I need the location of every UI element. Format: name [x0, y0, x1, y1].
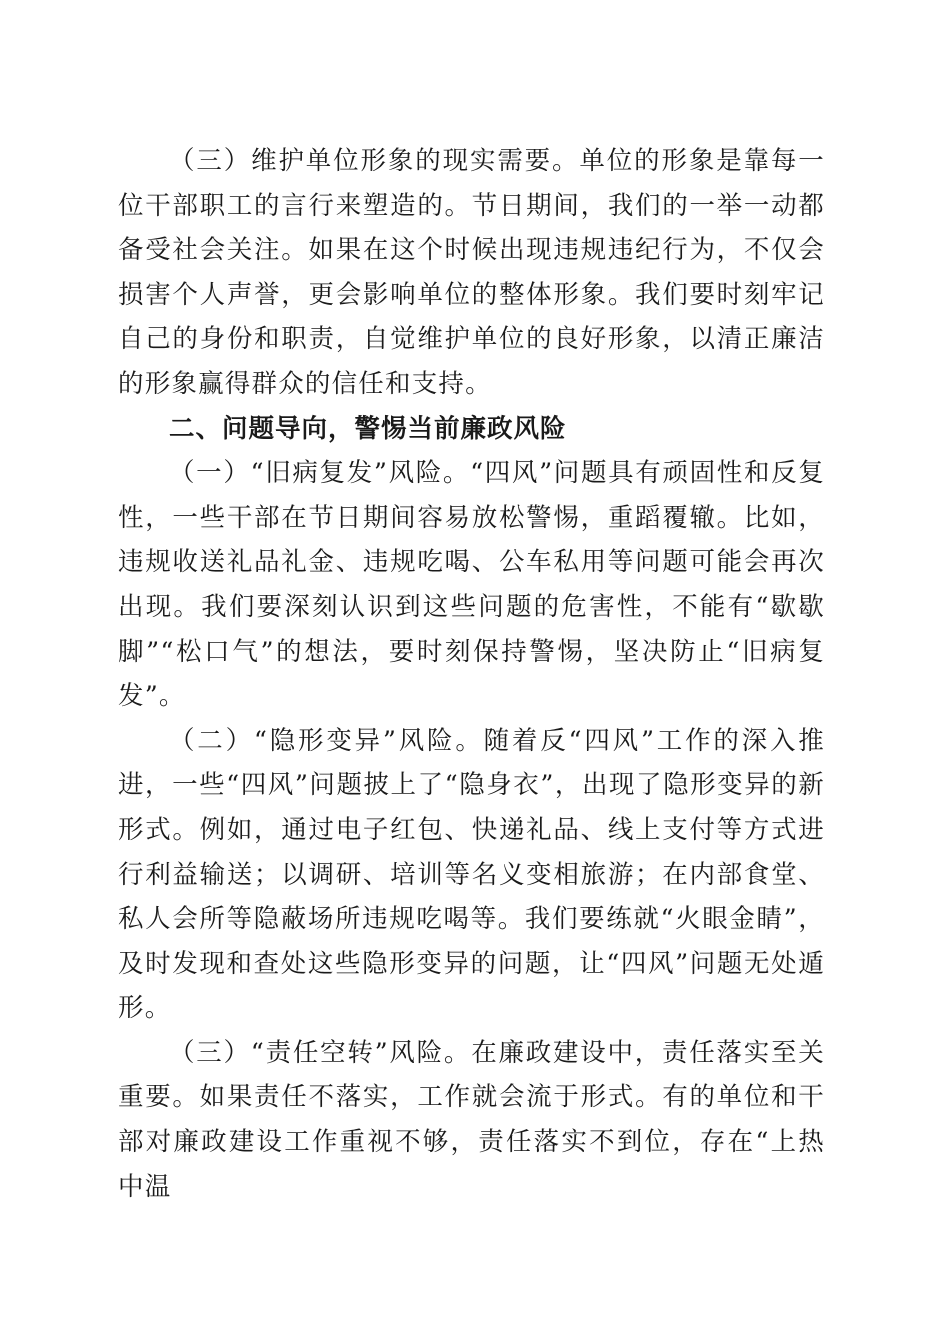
paragraph-responsibility-risk: [118, 1031, 825, 1209]
paragraph-relapse-risk: [118, 451, 825, 719]
paragraph-lead: （二）“隐形变异”风险。: [169, 725, 484, 756]
paragraph-text: 随着反“四风”工作的深入推进，一些“四风”问题披上了“隐身衣”，出现了隐形变异的新形式。例如，通过电子红包、快递礼品、线上支付等方式进行利益输送；以调研、培训等名义变相旅游；在内部食堂、私人会所等隐蔽场所违规吃喝等。我们要练就“火眼金睛”，及时发现和查处这些隐形变异的问题，让“四风”问题无处遁形。: [118, 725, 825, 1024]
paragraph-text: “四风”问题具有顽固性和反复性，一些干部在节日期间容易放松警惕，重蹈覆辙。比如，违规收送礼品礼金、违规吃喝、公车私用等问题可能会再次出现。我们要深刻认识到这些问题的危害性，不能有“歇歇脚”“松口气”的想法，要时刻保持警惕，坚决防止“旧病复发”。: [118, 458, 825, 712]
paragraph-unit-image: [118, 139, 825, 407]
paragraph-text: 在廉政建设中，责任落实至关重要。如果责任不落实，工作就会流于形式。有的单位和干部对廉政建设工作重视不够，责任落实不到位，存在“上热中温: [118, 1037, 825, 1202]
document-body: [118, 139, 825, 1209]
section-heading: 二、问题导向，警惕当前廉政风险: [169, 413, 567, 444]
paragraph-hidden-variant-risk: [118, 719, 825, 1031]
paragraph-lead: （三）“责任空转”风险。: [169, 1037, 472, 1068]
paragraph-lead: （一）“旧病复发”风险。: [169, 458, 471, 489]
paragraph-text: 单位的形象是靠每一位干部职工的言行来塑造的。节日期间，我们的一举一动都备受社会关注。如果在这个时候出现违规违纪行为，不仅会损害个人声誉，更会影响单位的整体形象。我们要时刻牢记自己的身份和职责，自觉维护单位的良好形象，以清正廉洁的形象赢得群众的信任和支持。: [118, 146, 825, 399]
paragraph-lead: （三）维护单位形象的现实需要。: [169, 146, 580, 176]
